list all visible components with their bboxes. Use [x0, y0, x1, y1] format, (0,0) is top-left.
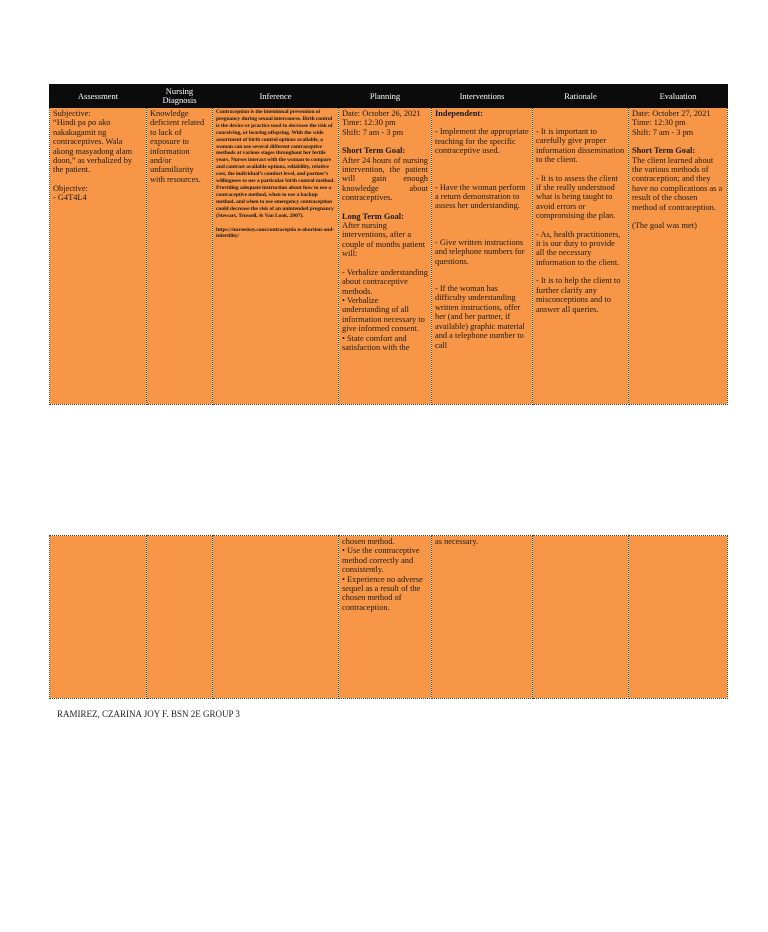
evaluation-cell-cont [629, 536, 728, 699]
evaluation-stg: The client learned about the various methods of contraception; and they have no complications as a result of the chosen method of contraception. [632, 155, 723, 212]
rationale-cell-cont [533, 536, 629, 699]
objective-text: - G4T4L4 [53, 193, 87, 203]
rationale-item: - It is to help the client to further clarify any misconceptions and to answer all queries. [536, 276, 621, 314]
rationale-item: - It is to assess the client if she really understood what is being taught to avoid errors or compromising the plan. [536, 173, 618, 221]
header-planning: Planning [339, 85, 432, 108]
planning-time: Time: 12:30 pm [342, 118, 396, 128]
subjective-text: “Hindi pa po ako nakakagamit ng contraceptives. Wala akong masyadong alam doon,” as verbalized by the patient. [53, 118, 133, 175]
planning-cell-cont [339, 536, 432, 699]
author-footer: RAMIREZ, CZARINA JOY F. BSN 2E GROUP 3 [57, 709, 240, 719]
planning-cont-item: • Experience no adverse sequel as a result of the chosen method of contraception. [342, 574, 423, 612]
planning-ltg-label: Long Term Goal: [342, 211, 404, 221]
diagnosis-text: Knowledge deficient related to lack of exposure to information and/or unfamiliarity with resources. [150, 109, 205, 184]
rationale-item: - As, health practitioners, it is our duty to provide all the necessary information to the client. [536, 229, 621, 267]
assessment-cell-cont [50, 536, 147, 699]
header-row [50, 85, 728, 108]
evaluation-date: Date: October 27, 2021 [632, 109, 711, 118]
evaluation-met: (The goal was met) [632, 221, 697, 231]
intervention-item: - Have the woman perform a return demonstration to assess her understanding. [435, 182, 526, 211]
planning-cell [339, 108, 432, 405]
care-plan-table [49, 84, 728, 405]
planning-ltg-item: • State comfort and satisfaction with the [342, 333, 410, 352]
evaluation-time: Time: 12:30 pm [632, 118, 686, 128]
planning-stg-label: Short Term Goal: [342, 146, 406, 156]
planning-ltg-item: • Verbalize understanding of all information necessary to give informed consent. [342, 295, 425, 334]
interventions-label: Independent: [435, 109, 483, 118]
planning-ltg: After nursing interventions, after a couple of months patient will: [342, 221, 426, 259]
rationale-cell [533, 108, 629, 405]
table-row [50, 108, 728, 405]
diagnosis-cell [147, 108, 213, 405]
header-inference: Inference [213, 85, 339, 108]
evaluation-cell [629, 108, 728, 405]
planning-cont-item: • Use the contraceptive method correctly and consistently. [342, 546, 420, 575]
table-row [50, 536, 728, 699]
objective-label: Objective: [53, 183, 88, 193]
header-interventions: Interventions [432, 85, 533, 108]
evaluation-stg-label: Short Term Goal: [632, 146, 696, 156]
rationale-item: - It is important to carefully give proper information dissemination to the client. [536, 127, 625, 165]
diagnosis-cell-cont [147, 536, 213, 699]
subjective-label: Subjective: [53, 109, 91, 118]
inference-cell [213, 108, 339, 405]
inference-cell-cont [213, 536, 339, 699]
care-plan-table-continued [49, 535, 728, 699]
interventions-cell-cont [432, 536, 533, 699]
intervention-item: - If the woman has difficulty understanding written instructions, offer her (and her partner, if available) graphic material and a telephone number to call [435, 284, 525, 350]
assessment-cell [50, 108, 147, 405]
header-rationale: Rationale [533, 85, 629, 108]
intervention-item: - Give written instructions and telephone numbers for questions. [435, 237, 525, 266]
header-nursing-diagnosis: Nursing Diagnosis [147, 85, 213, 108]
intervention-cont: as necessary. [435, 537, 479, 546]
header-assessment: Assessment [50, 85, 147, 108]
header-evaluation: Evaluation [629, 85, 728, 108]
planning-shift: Shift: 7 am - 3 pm [342, 127, 404, 137]
intervention-item: - Implement the appropriate teaching for the specific contraceptive used. [435, 127, 529, 156]
planning-stg: After 24 hours of nursing intervention, the patient will gain enough knowledge about contraceptives. [342, 155, 428, 203]
planning-ltg-item: - Verbalize understanding about contraceptive methods. [342, 267, 428, 296]
inference-source: https://nurseskey.com/contraceptio n-abortion-and-infertility/ [216, 226, 335, 240]
evaluation-shift: Shift: 7 am - 3 pm [632, 127, 694, 137]
planning-date: Date: October 26, 2021 [342, 109, 421, 118]
interventions-cell [432, 108, 533, 405]
inference-text: Contraception is the intentional prevention of pregnancy during sexual intercourse. Birth control is the device or practice used to decrease the risk of conceiving, or bearing offspring. With the wide assortment of birth control options available, a woman can use several different contraceptive methods at various stages throughout her fertile years. Nurses interact with the woman to compare and contrast available options, reliability, relative cost, the individual’s comfort level, and partner’s willingness to use a particular birth control method. Providing adequate instruction about how to use a contraceptive method, when to use a backup method, and when to use emergency contraception could decrease the risk of an unintended pregnancy (Stewart, Trussell, & Van Look, 2007). [216, 109, 335, 219]
planning-cont-item: chosen method. [342, 537, 395, 546]
